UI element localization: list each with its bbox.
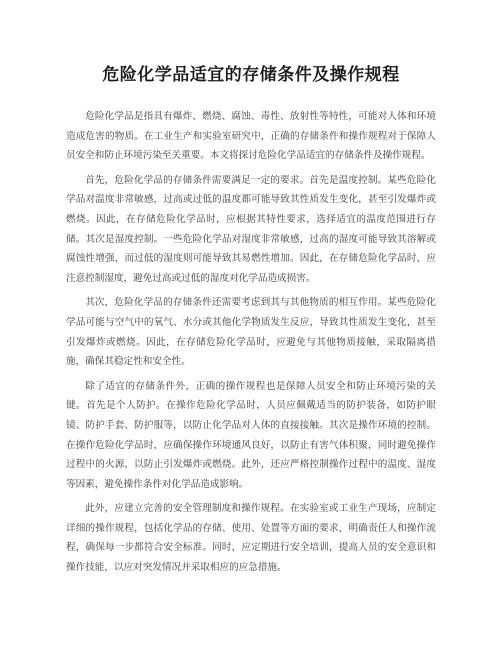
paragraph-interaction: 其次，危险化学品的存储条件还需要考虑到其与其他物质的相互作用。某些危险化学品可能与空气中的氧气、水分或其他化学物质发生反应，导致其性质发生变化，甚至引发爆炸或燃烧。因此，在存储危险化学品时，应避免与其他物质接触，采取隔离措施，确保其稳定性和安全性。 [66, 297, 436, 368]
document-title: 危险化学品适宜的存储条件及操作规程 [102, 65, 400, 85]
paragraph-intro: 危险化学品是指具有爆炸、燃烧、腐蚀、毒性、放射性等特性，可能对人体和环境造成危害的物质。在工业生产和实验室研究中，正确的存储条件和操作规程对于保障人员安全和防止环境污染至关重要。本文将探讨危险化学品适宜的存储条件及操作规程。 [66, 111, 436, 162]
paragraph-operation: 除了适宜的存储条件外，正确的操作规程也是保障人员安全和防止环境污染的关键。首先是个人防护。在操作危险化学品时，人员应佩戴适当的防护装备，如防护眼镜、防护手套、防护服等，以防止化学品对人体的直接接触。其次是操作环境的控制。在操作危险化学品时，应确保操作环境通风良好，以防止有害气体积聚，同时避免操作过程中的火源，以防止引发爆炸或燃烧。此外，还应严格控制操作过程中的温度、湿度等因素，避免操作条件对化学品造成影响。 [66, 380, 436, 490]
paragraph-management: 此外，应建立完善的安全管理制度和操作规程。在实验室或工业生产现场，应制定详细的操作规程，包括化学品的存储、使用、处置等方面的要求，明确责任人和操作流程，确保每一步都符合安全标准。同时，应定期进行安全培训，提高人员的安全意识和操作技能，以应对突发情况并采取相应的应急措施。 [66, 503, 436, 574]
paragraph-temperature-humidity: 首先，危险化学品的存储条件需要满足一定的要求。首先是温度控制。某些危险化学品对温度非常敏感，过高或过低的温度都可能导致其性质发生变化，甚至引发爆炸或燃烧。因此，在存储危险化学品时，应根据其特性要求，选择适宜的温度范围进行存储。其次是湿度控制。一些危险化学品对湿度非常敏感，过高的湿度可能导致其溶解或腐蚀性增强，而过低的湿度则可能导致其易燃性增加。因此，在存储危险化学品时，应注意控制湿度，避免过高或过低的湿度对化学品造成损害。 [66, 174, 436, 284]
